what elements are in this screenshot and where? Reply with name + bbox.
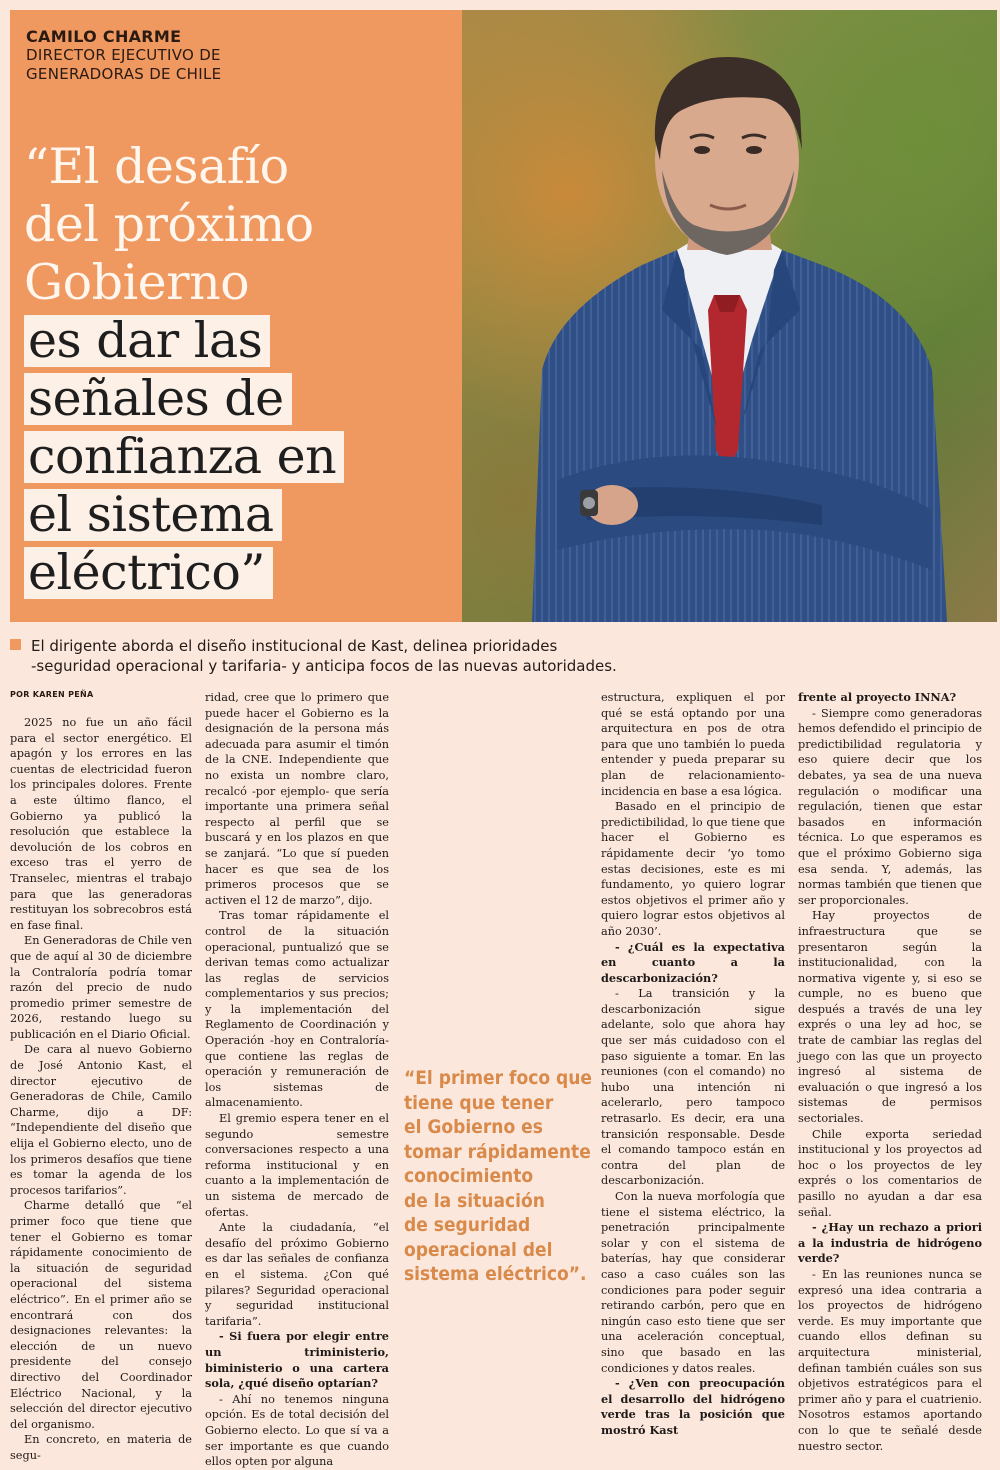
paragraph: - Ahí no tenemos ninguna opción. Es de total decisión del Gobierno electo. Lo que sí va a ser importante es que cuando ellos opten por alguna	[205, 1392, 389, 1469]
article-column-3	[601, 690, 785, 1439]
paragraph: Con la nueva morfología que tiene el sistema eléctrico, la penetración principalmente solar y con el sistema de baterías, hay que considerar caso a caso cuáles son las condiciones para poder seguir retirando carbón, pero que en ningún caso esto tiene que ser una aceleración conceptual, sino que basado en las condiciones y datos reales.	[601, 1190, 785, 1375]
interview-question: - Si fuera por elegir entre un triministerio, biministerio o una cartera sola, ¿qué diseño optarían?	[205, 1329, 389, 1391]
paragraph: Tras tomar rápidamente el control de la situación operacional, puntualizó que se derivan temas como actualizar las reglas de servicios complementarios y sus precios; y la implementación del Reglamento de Coordinación y Operación -hoy en Contraloría- que contiene las reglas de operación y remuneración de los sistemas de almacenamiento.	[205, 909, 389, 1110]
paragraph: estructura, expliquen el por qué se está optando por una arquitectura en pos de otra para que uno también lo pueda entender y pueda preparar su plan de relacionamiento-incidencia en base a esa lógica.	[601, 691, 785, 798]
hero-section	[10, 10, 997, 622]
portrait-photo	[462, 10, 997, 622]
headline-highlight: el sistema	[24, 489, 282, 541]
pull-quote: “El primer foco que tiene que tener el Gobierno es tomar rápidamente conocimiento de la situación de seguridad operacional del sistema eléctrico”.	[404, 1067, 593, 1285]
paragraph: En Generadoras de Chile ven que de aquí al 30 de diciembre la Contraloría podría tomar razón del precio de nudo promedio primer semestre de 2026, restando luego su publicación en el Diario Oficial.	[10, 934, 192, 1041]
interviewee-role: DIRECTOR EJECUTIVO DE GENERADORAS DE CHILE	[26, 46, 222, 83]
paragraph: ridad, cree que lo primero que puede hacer el Gobierno es la designación de la persona más adecuada para asumir el timón de la CNE. Independiente que no exista un nombre claro, recalcó -por ejemplo- que sería importante una primera señal respecto al perfil que se buscará y en los plazos en que se zanjará. “Lo que sí pueden hacer es que sea de los primeros procesos que se activen el 12 de marzo”, dijo.	[205, 691, 389, 907]
headline-highlight: confianza en	[24, 431, 344, 483]
paragraph: De cara al nuevo Gobierno de José Antonio Kast, el director ejecutivo de Generadoras de Chile, Camilo Charme, dijo a DF: “Independiente del diseño que elija el Gobierno electo, uno de los primeros desafíos que tiene es tomar la agenda de los procesos tarifarios”.	[10, 1043, 192, 1197]
paragraph: Chile exporta seriedad institucional y los proyectos ad hoc o los proyectos de ley exprés o los comentarios de pasillo no ayudan a dar esa señal.	[798, 1127, 982, 1219]
article-column-1	[10, 715, 192, 1464]
bullet-square-icon	[10, 639, 21, 650]
paragraph: - La transición y la descarbonización sigue adelante, solo que ahora hay que ser más cuidadoso con el paso siguiente a tomar. En las reuniones (con el comando) no hubo una intención ni acelerarlo, pero tampoco retrasarlo. Es decir, era una transición responsable. Desde el comando tampoco están en contra del plan de descarbonización.	[601, 987, 785, 1188]
paragraph: Hay proyectos de infraestructura que se presentaron según la institucionalidad, con la normativa vigente y, si eso se cumple, no es bueno que después a través de una ley exprés o una ley ad hoc, se trate de cambiar las reglas del juego con las que un proyecto ingresó al sistema de evaluación o que ingresó a los sistemas de permisos sectoriales.	[798, 909, 982, 1126]
interviewee-name: CAMILO CHARME	[26, 27, 182, 46]
interview-question: - ¿Ven con preocupación el desarrollo del hidrógeno verde tras la posición que mostró Kast	[601, 1376, 785, 1437]
article-column-2	[205, 690, 389, 1470]
headline-panel	[10, 10, 462, 622]
headline	[24, 138, 454, 602]
paragraph: 2025 no fue un año fácil para el sector energético. El apagón y los errores en las cuentas de electricidad fueron los principales dolores. Frente a este último flanco, el Gobierno ya publicó la resolución que establece la devolución de los cobros en exceso tras el yerro de Transelec, mientras el trabajo para que las generadoras restituyan los sobrecobros está en fase final.	[10, 716, 192, 932]
paragraph: - En las reuniones nunca se expresó una idea contraria a los proyectos de hidrógeno verde. Es muy importante que cuando ellos definan su arquitectura ministerial, definan también cuáles son sus objetivos estratégicos para el primer año y para el cuatrienio. Nosotros estamos aportando con lo que te señalé desde nuestro sector.	[798, 1267, 982, 1453]
article-column-4	[798, 690, 982, 1454]
paragraph: En concreto, en materia de segu-	[10, 1433, 192, 1462]
headline-highlight: eléctrico”	[24, 547, 273, 599]
paragraph: Basado en el principio de predictibilidad, lo que tiene que hacer el Gobierno es rápidamente decir ‘yo tomo estas decisiones, este es mi fundamento, yo quiero lograr estos objetivos el primer año y quiero lograr estos objetivos al año 2030’.	[601, 800, 785, 938]
headline-line: “El desafío	[24, 138, 289, 195]
paragraph: - Siempre como generadoras hemos defendido el principio de predictibilidad regulatoria y eso quiere decir que los debates, ya sea de una nueva regulación o modificar una regulación, tienen que estar basados en información técnica. Lo que esperamos es que el próximo Gobierno siga esa senda. Y, además, las normas también que tienen que ser proporcionales.	[798, 706, 982, 907]
interview-question: - ¿Cuál es la expectativa en cuanto a la descarbonización?	[601, 939, 785, 985]
portrait-illustration	[462, 10, 997, 622]
paragraph: El gremio espera tener en el segundo semestre conversaciones respecto a una reforma institucional y en cuanto a la implementación de un sistema de mercado de ofertas.	[205, 1112, 389, 1219]
paragraph: Ante la ciudadanía, “el desafío del próximo Gobierno es dar las señales de confianza en el sistema. ¿Con qué pilares? Seguridad operacional y seguridad institucional tarifaria”.	[205, 1221, 389, 1328]
headline-line: Gobierno	[24, 254, 250, 311]
lede: El dirigente aborda el diseño institucional de Kast, delinea prioridades -seguridad operacional y tarifaria- y anticipa focos de las nuevas autoridades.	[10, 636, 990, 676]
headline-highlight: es dar las	[24, 315, 270, 367]
interview-question: - ¿Hay un rechazo a priori a la industria de hidrógeno verde?	[798, 1220, 982, 1266]
headline-line: del próximo	[24, 196, 314, 253]
paragraph: Charme detalló que “el primer foco que tiene que tener el Gobierno es tomar rápidamente conocimiento de la situación de seguridad operacional del sistema eléctrico”. En el primer año se encontrará con dos designaciones relevantes: la elección de un nuevo presidente del consejo directivo del Coordinador Eléctrico Nacional, y la selección del director ejecutivo del organismo.	[10, 1199, 192, 1431]
author-byline: POR KAREN PEÑA	[10, 690, 94, 699]
interview-question: frente al proyecto INNA?	[798, 690, 957, 704]
headline-highlight: señales de	[24, 373, 292, 425]
